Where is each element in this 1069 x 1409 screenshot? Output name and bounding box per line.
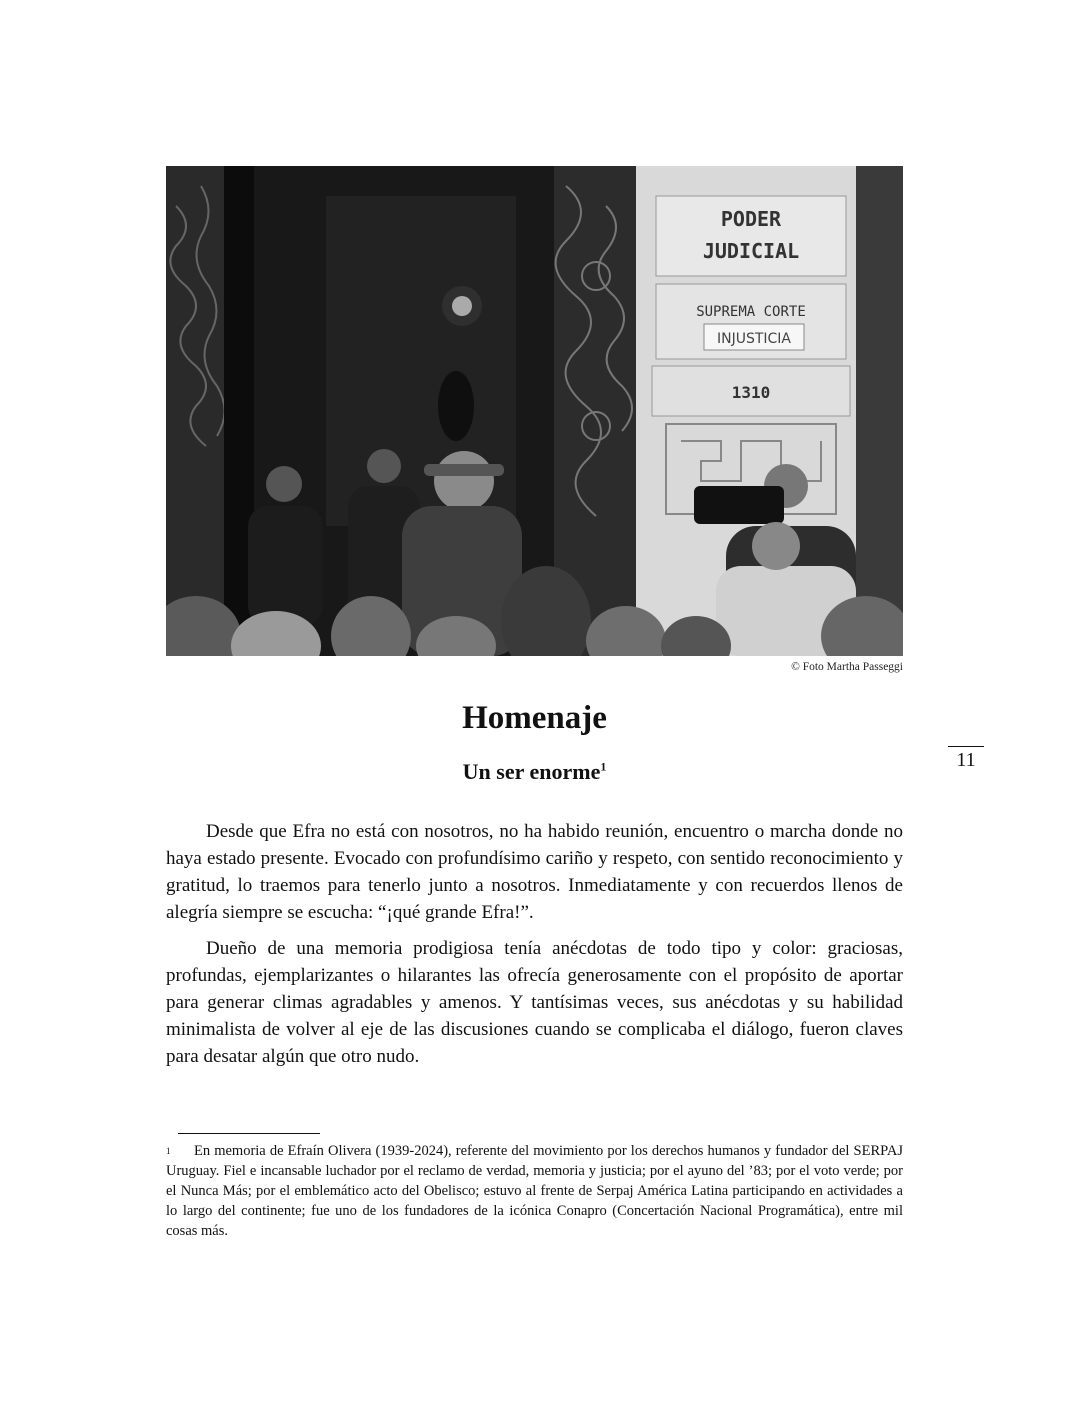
photo-scene bbox=[166, 166, 903, 656]
footnote-reference[interactable]: 1 bbox=[600, 759, 607, 774]
subtitle-text: Un ser enorme bbox=[462, 759, 601, 784]
subtitle bbox=[166, 759, 903, 785]
sign-line-1: PODER bbox=[720, 207, 782, 231]
footnote-text: En memoria de Efraín Olivera (1939-2024), referente del movimiento por los derechos humanos y fundador del SERPAJ Uruguay. Fiel e incansable luchador por el reclamo de verdad, memoria y justicia; por el ayuno del ’83; por el voto verde; por el Nunca Más; por el emblemático acto del Obelisco; estuvo al frente de Serpaj América Latina participando en actividades a lo largo del continente; fue uno de los fundadores de la icónica Conapro (Concertación Nacional Programática), entre mil cosas más. bbox=[166, 1143, 903, 1239]
page-title: Homenaje bbox=[462, 700, 607, 736]
photo bbox=[166, 166, 903, 656]
paper-sign: INJUSTICIA bbox=[716, 331, 792, 347]
left-ironwork bbox=[166, 166, 224, 656]
supreme-court-text: SUPREMA CORTE bbox=[696, 304, 806, 320]
paragraph: Dueño de una memoria prodigiosa tenía anécdotas de todo tipo y color: graciosas, profundas, ejemplarizantes o hilarantes las ofrecía generosamente con el propósito de aportar para generar climas agradables y amenos. Y tantísimas veces, sus anécdotas y su habilidad minimalista de volver al eje de las discusiones cuando se complicaba el diálogo, fueron claves para desatar algún que otro nudo. bbox=[166, 938, 903, 1067]
page-number-rule bbox=[948, 746, 984, 747]
sign-line-2: JUDICIAL bbox=[702, 239, 800, 263]
photo-credit: © Foto Martha Passeggi bbox=[791, 661, 903, 673]
footnote bbox=[166, 1141, 903, 1241]
page-number: 11 bbox=[956, 749, 976, 771]
footnote-mark: 1 bbox=[166, 1146, 171, 1156]
paragraph: Desde que Efra no está con nosotros, no ha habido reunión, encuentro o marcha donde no haya estado presente. Evocado con profundísimo cariño y respeto, con sentido reconocimiento y gratitud, lo traemos para tenerlo junto a nosotros. Inmediatamente y con recuerdos llenos de alegría siempre se escucha: “¡qué grande Efra!”. bbox=[166, 821, 903, 923]
address-number: 1310 bbox=[731, 383, 771, 402]
body-text bbox=[166, 818, 903, 1079]
footnote-rule bbox=[178, 1133, 320, 1134]
